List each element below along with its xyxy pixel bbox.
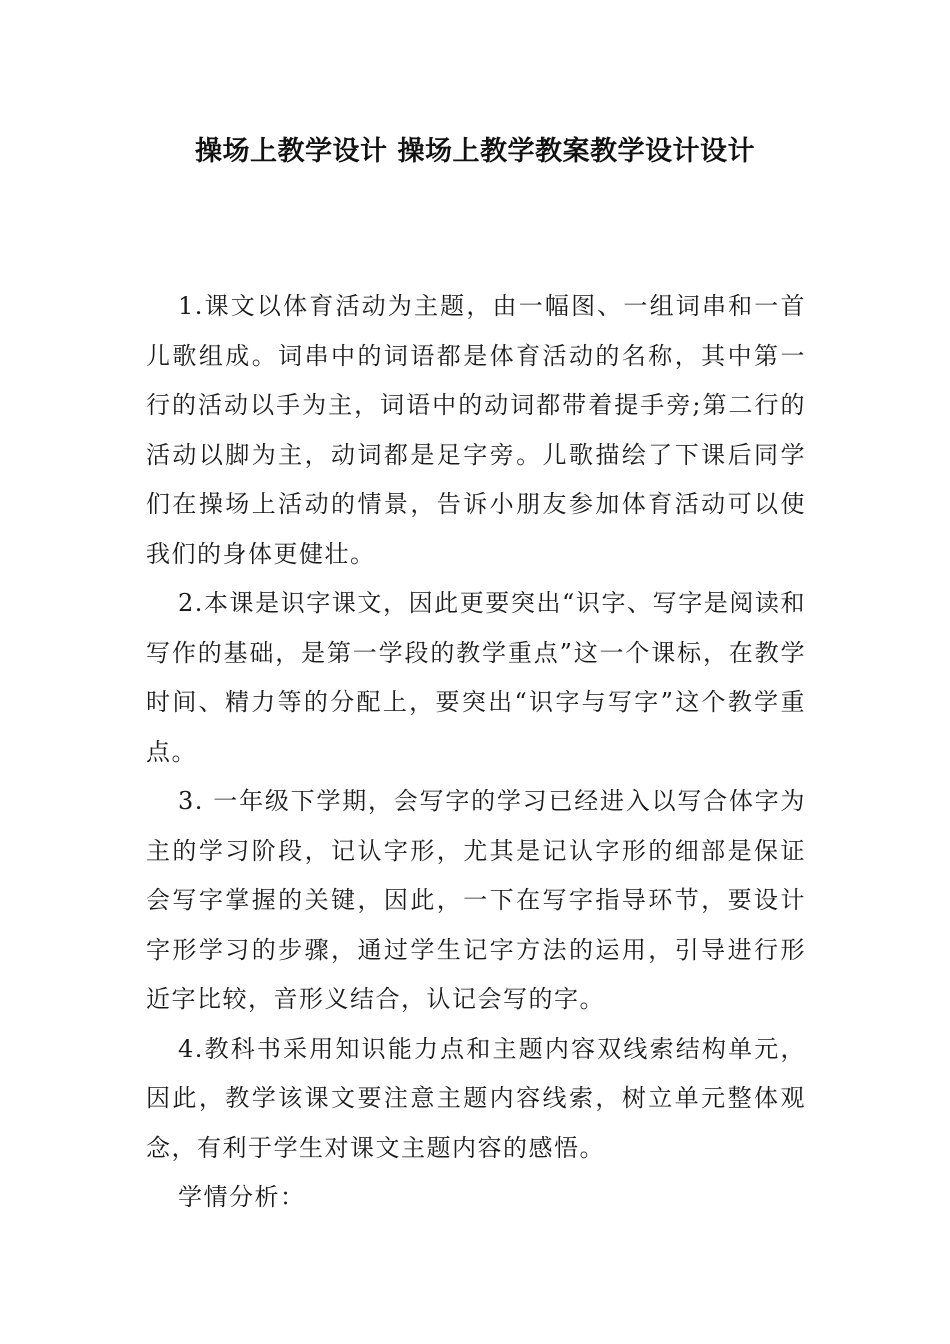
paragraph-2: 2.本课是识字课文，因此更要突出“识字、写字是阅读和写作的基础，是第一学段的教学重点”这一个课标，在教学时间、精力等的分配上，要突出“识字与写字”这个教学重点。	[146, 589, 806, 766]
paragraph-3: 3. 一年级下学期，会写字的学习已经进入以写合体字为主的学习阶段，记认字形，尤其是记认字形的细部是保证会写字掌握的关键，因此，一下在写字指导环节，要设计字形学习的步骤，通过学生记字方法的运用，引导进行形近字比较，音形义结合，认记会写的字。	[146, 787, 806, 1013]
paragraph-1: 1.课文以体育活动为主题，由一幅图、一组词串和一首儿歌组成。词串中的词语都是体育活动的名称，其中第一行的活动以手为主，词语中的动词都带着提手旁;第二行的活动以脚为主，动词都是足字旁。儿歌描绘了下课后同学们在操场上活动的情景，告诉小朋友参加体育活动可以使我们的身体更健壮。	[146, 292, 806, 568]
section-heading-learning-analysis: 学情分析：	[178, 1183, 306, 1211]
paragraph-4: 4.教科书采用知识能力点和主题内容双线索结构单元，因此，教学该课文要注意主题内容线索，树立单元整体观念，有利于学生对课文主题内容的感悟。	[146, 1034, 806, 1162]
document-title: 操场上教学设计 操场上教学教案教学设计设计	[195, 136, 755, 167]
document-body	[146, 282, 806, 1223]
